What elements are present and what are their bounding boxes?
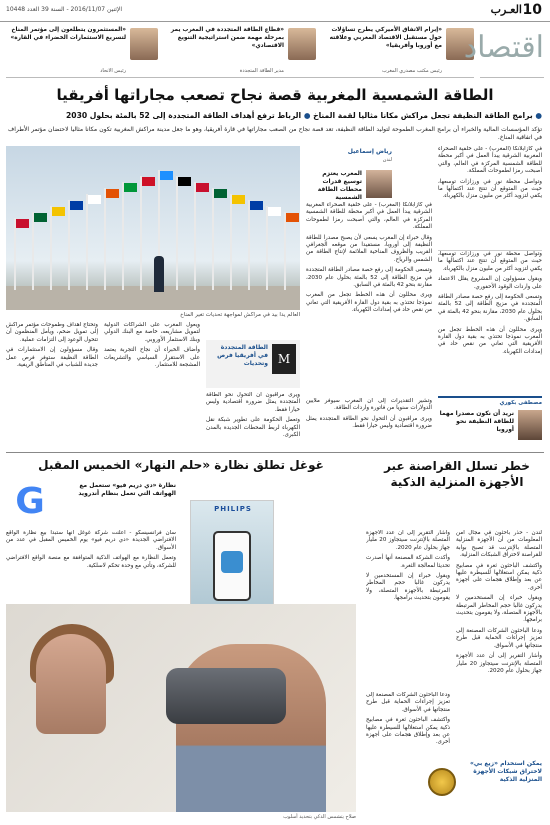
flag (214, 189, 227, 198)
main-column-1 (306, 202, 432, 392)
paragraph: وتسعى الحكومة إلى رفع حصة مصادر الطاقة المتجددة في مزيج الطاقة إلى 52 بالمئة بحلول عام 2030، مقارنة بنحو 42 بالمئة في السابق. (306, 267, 432, 289)
flag (142, 177, 155, 186)
paragraph: وتواصل محطة نور في ورزازات توسعها، حيث من المتوقع أن تنتج عند اكتمالها ما يكفي لتزويد أكثر من مليون منزل بالكهرباء. (438, 178, 542, 200)
paragraph: ويقول خبراء إن المستخدمين لا يدركون غالبا حجم المخاطر المرتبطة بالأجهزة المتصلة، ولا يقومون بتحديث برامجها. (366, 573, 450, 602)
quote-name: مصطفى بكوري (499, 400, 542, 406)
flag-pole (86, 194, 88, 290)
main-column-4 (306, 398, 432, 448)
avatar (288, 28, 316, 60)
bullet-icon: ● (535, 111, 542, 120)
quote-photo (518, 410, 542, 440)
opinion-strip (6, 24, 474, 78)
flag-pole (230, 194, 232, 290)
main-subhead (8, 110, 542, 121)
book-cover: M (272, 344, 296, 374)
flag (16, 219, 29, 228)
paragraph: وتحتاج أهداف وطموحات مؤتمر مراكش إلى تمويل ضخم، ويأمل المنظمون أن تتحول الوعود إلى التزامات عملية. (6, 322, 98, 343)
flag (232, 195, 245, 204)
vr-headset (166, 668, 286, 724)
seal-label: يمكن استخدام «زيغ بي» لاختراق شبكات الأجهزة المنزلية الذكية (470, 760, 542, 783)
paragraph: وتعمل الحكومة على تطوير شبكة نقل الكهرباء لربط المحطات الجديدة بالمدن الكبرى. (206, 417, 300, 439)
opinion-item (166, 26, 316, 76)
opinion-author: رئيس مكتب مصدري المغرب (382, 68, 442, 74)
flag (70, 201, 83, 210)
paragraph: ويرى مراقبون أن التحول نحو الطاقة المتجددة يمثل ضرورة اقتصادية وليس خيارا فقط. (206, 392, 300, 413)
flag (124, 183, 137, 192)
philips-logo: PHILIPS (214, 505, 252, 513)
paragraph: في كازابلانكا (المغرب) - على خلفية الصحراء المغربية الشرقية يبدأ العمل في أكبر محطة للطاقة الشمسية المركزة في العالم، والتي أصبحت رمزا لطموحات المملكة. (306, 202, 432, 231)
section-name: اقتصاد (463, 30, 544, 65)
bullet-icon: ● (303, 111, 311, 120)
paragraph: واكتشف الباحثون ثغرة في مصابيح ذكية يمكن استغلالها للسيطرة عليها عن بعد وإطلاق هجمات على أجهزة أخرى. (366, 717, 450, 746)
main-column-3 (438, 250, 542, 390)
flag-pole (284, 212, 286, 290)
flag-pole (248, 200, 250, 290)
opinion-author: رئيس الاتحاد (100, 68, 126, 74)
flags-photo (6, 146, 300, 310)
google-card (6, 478, 176, 528)
paragraph: ويرى محللون أن هذه الخطط تجعل من المغرب نموذجا تحتذي به بقية دول القارة الأفريقية التي تعاني من نقص حاد في إمدادات الكهرباء. (306, 292, 432, 314)
flag-pole (140, 176, 142, 290)
paragraph: ودعا الباحثون الشركات المصنعة إلى تعزيز إجراءات الحماية قبل طرح منتجاتها في الأسواق. (366, 692, 450, 713)
google-column (6, 530, 176, 602)
paragraph: وتشير التقديرات إلى أن المغرب سيوفر ملايين الدولارات سنويا من فاتورة واردات الطاقة. (306, 398, 432, 412)
flag (106, 189, 119, 198)
main-column-2 (438, 146, 542, 246)
masthead: العـرب (490, 3, 522, 16)
opinion-item (324, 26, 474, 76)
flag (286, 213, 299, 222)
paragraph: وأشار التقرير إلى أن عدد الأجهزة المتصلة بالإنترنت سيتجاوز 20 مليار جهاز بحلول عام 2020. (456, 653, 542, 674)
subhead-1: برامج الطاقة النظيفة تجعل مراكش مكانا مثاليا لقمة المناخ (313, 111, 533, 120)
flag (34, 213, 47, 222)
author-place: لندن (382, 157, 392, 163)
flag-pole (176, 176, 178, 290)
paragraph: وتواصل محطة نور في ورزازات توسعها، حيث من المتوقع أن تنتج عند اكتمالها ما يكفي لتزويد أكثر من مليون منزل بالكهرباء. (438, 251, 542, 272)
paragraph: ويرى محللون أن هذه الخطط تجعل من المغرب نموذجا تحتذي به بقية دول القارة الأفريقية التي تعاني من نقص حاد في إمدادات الكهرباء. (438, 326, 542, 355)
flag-pole (266, 206, 268, 290)
paragraph: في كازابلانكا (المغرب) - على خلفية الصحراء المغربية الشرقية يبدأ العمل في أكبر محطة للطاقة الشمسية المركزة في العالم، والتي أصبحت رمزا لطموحات المملكة. (438, 146, 542, 175)
flag (88, 195, 101, 204)
photo-caption: العالم يدا بيد في مراكش لمواجهة تحديات تغير المناخ (180, 312, 300, 318)
section-divider (6, 452, 544, 453)
paragraph: ويقول خبراء إن المستخدمين لا يدركون غالبا حجم المخاطر المرتبطة بالأجهزة المتصلة، ولا يقومون بتحديث برامجها. (456, 595, 542, 624)
paragraph: ودعا الباحثون الشركات المصنعة إلى تعزيز إجراءات الحماية قبل طرح منتجاتها في الأسواق. (456, 627, 542, 649)
sidebar-quote (438, 396, 542, 448)
main-column-6 (104, 322, 200, 450)
flag-pole (212, 188, 214, 290)
paragraph: وأكدت الشركة المصنعة أنها أصدرت تحديثا لمعالجة الثغرة. (366, 555, 450, 569)
avatar (130, 28, 158, 60)
guard-figure (154, 256, 164, 292)
subhead-2: الرباط ترفع أهداف الطاقة المتجددة إلى 52 بالمئة بحلول 2030 (66, 111, 302, 120)
main-column-7 (206, 392, 300, 448)
google-card-text: نظارة «دي دريم فيو» ستعمل مع الهواتف التي تعمل بنظام أندرويد (78, 482, 176, 497)
vr-caption: صلاح يتشمس الذكي بتحديد أسلوب (283, 814, 356, 820)
flag-pole (50, 206, 52, 290)
paragraph: سان فرانسيسكو - أعلنت شركة غوغل أنها ستبدأ بيع نظارة الواقع الافتراضي الجديدة «دي دريم فيو» يوم الخميس المقبل في عدد من الأسواق. (6, 530, 176, 551)
paragraph: ويرى مراقبون أن التحول نحو الطاقة المتجددة يمثل ضرورة اقتصادية وليس خيارا فقط. (306, 415, 432, 430)
quote-text: نريد أن نكون مصدرا مهما للطاقة النظيفة نحو أوروبا (439, 410, 514, 433)
book-title: الطاقة المتجددة في أفريقيا فرص وتحديات (217, 344, 268, 367)
woman-figure (36, 634, 106, 734)
hacking-headline: خطر تسلل القراصنة عبر الأجهزة المنزلية الذكية (384, 459, 530, 489)
vr-headset-photo (6, 604, 356, 812)
main-headline: الطاقة الشمسية المغربية قصة نجاح تصعب مجاراتها أفريقيا (56, 86, 494, 104)
google-headline: غوغل تطلق نظارة «حلم النهار» الخميس المقبل (38, 458, 324, 472)
opinion-author: مدير الطاقة المتجددة (239, 68, 284, 74)
flag (160, 171, 173, 180)
author-quote: المغرب يعتزم توسيع قدرات محطات الطاقة الشمسية (317, 170, 362, 201)
google-logo-icon: G (15, 481, 45, 522)
flag-pole (14, 218, 16, 290)
paragraph: وأضاف الخبراء أن نجاح التجربة يعتمد على الاستقرار السياسي والتشريعات المشجعة للاستثمار. (104, 347, 200, 369)
main-column-5 (6, 322, 98, 450)
author-name: رياض إسماعيل (347, 148, 392, 155)
author-card (310, 148, 392, 201)
paragraph: لندن - حذر باحثون في مجال أمن المعلومات من أن الأجهزة المنزلية المتصلة بالإنترنت قد تصبح بوابة للقراصنة لاختراق الشبكات المنزلية. (456, 530, 542, 559)
flag (268, 207, 281, 216)
main-lead: تؤكد المؤسسات المالية والخبراء أن برامج المغرب الطموحة لتوليد الطاقة النظيفة، تعد قصة نجاح من الصعب مجاراتها في قارة أفريقيا، وهو ما جعل مدينة مراكش المغربية تكون مكانا مثاليا لاحتضان مؤتمر الأطراف في اتفاقية المناخ. (8, 126, 542, 141)
hacking-column-2 (366, 530, 450, 690)
paragraph: وتسعى الحكومة إلى رفع حصة مصادر الطاقة المتجددة في مزيج الطاقة إلى 52 بالمئة بحلول عام 2030، مقارنة بنحو 42 بالمئة في السابق. (438, 294, 542, 323)
flag-pole (194, 182, 196, 290)
flag (196, 183, 209, 192)
paragraph: ويقول مسؤولون إن المشروع يقلل الاعتماد على واردات الوقود الأحفوري. (438, 276, 542, 290)
paragraph: وقال خبراء إن المغرب يسعى لأن يصبح مصدرا للطاقة النظيفة إلى أوروبا، مستفيدا من موقعه الجغرافي القريب والظروف المناخية الملائمة لإنتاج الطاقة من الشمس والرياح. (306, 234, 432, 263)
flag (250, 201, 263, 210)
opinion-quote: «إبرام الاتفاق الأميركي يطرح تساؤلات حول مستقبل الاقتصاد المغربي وعلاقته مع أوروبا وأفريقيا» (329, 27, 442, 49)
page-number: 10 (522, 2, 542, 18)
opinion-quote: «قطاع الطاقة المتجددة في المغرب يمر بمرحلة مهمة ضمن استراتيجية التنويع الاقتصادي» (170, 27, 284, 49)
book-box (206, 340, 300, 388)
paragraph: وأشار التقرير إلى أن عدد الأجهزة المتصلة بالإنترنت سيتجاوز 20 مليار جهاز بحلول عام 2020. (366, 530, 450, 551)
seal-icon (428, 768, 456, 796)
dateline: الإثنين 2016/11/07 - السنة 39 العدد 10448 (6, 6, 122, 13)
opinion-item (8, 26, 158, 76)
flag-pole (68, 200, 70, 290)
flag-pole (122, 182, 124, 290)
flag (52, 207, 65, 216)
flag-pole (32, 212, 34, 290)
flag (178, 177, 191, 186)
author-photo (366, 170, 392, 198)
paragraph: وتعمل النظارة مع الهواتف الذكية المتوافقة مع منصة الواقع الافتراضي للشركة، وتأتي مع وحدة تحكم لاسلكية. (6, 555, 176, 569)
paragraph: ويعول المغرب على الشراكات الدولية لتمويل مشاريعه، خاصة مع البنك الدولي وبنك الاستثمار الأوروبي. (104, 322, 200, 343)
flag-pole (104, 188, 106, 290)
paragraph: واكتشف الباحثون ثغرة في مصابيح ذكية يمكن استغلالها للسيطرة عليها عن بعد وإطلاق هجمات على أجهزة أخرى. (456, 562, 542, 591)
app-icon (221, 551, 243, 573)
paragraph: وقال مسؤولون إن الاستثمارات في الطاقة النظيفة ستوفر فرص عمل جديدة للشباب في المناطق الريفية. (6, 347, 98, 369)
opinion-quote: «المستثمرون يتطلعون إلى مؤتمر المناخ لتسريع الاستثمارات الخضراء في القارة» (10, 27, 126, 41)
section-tag (463, 26, 544, 78)
page-header (0, 0, 550, 22)
